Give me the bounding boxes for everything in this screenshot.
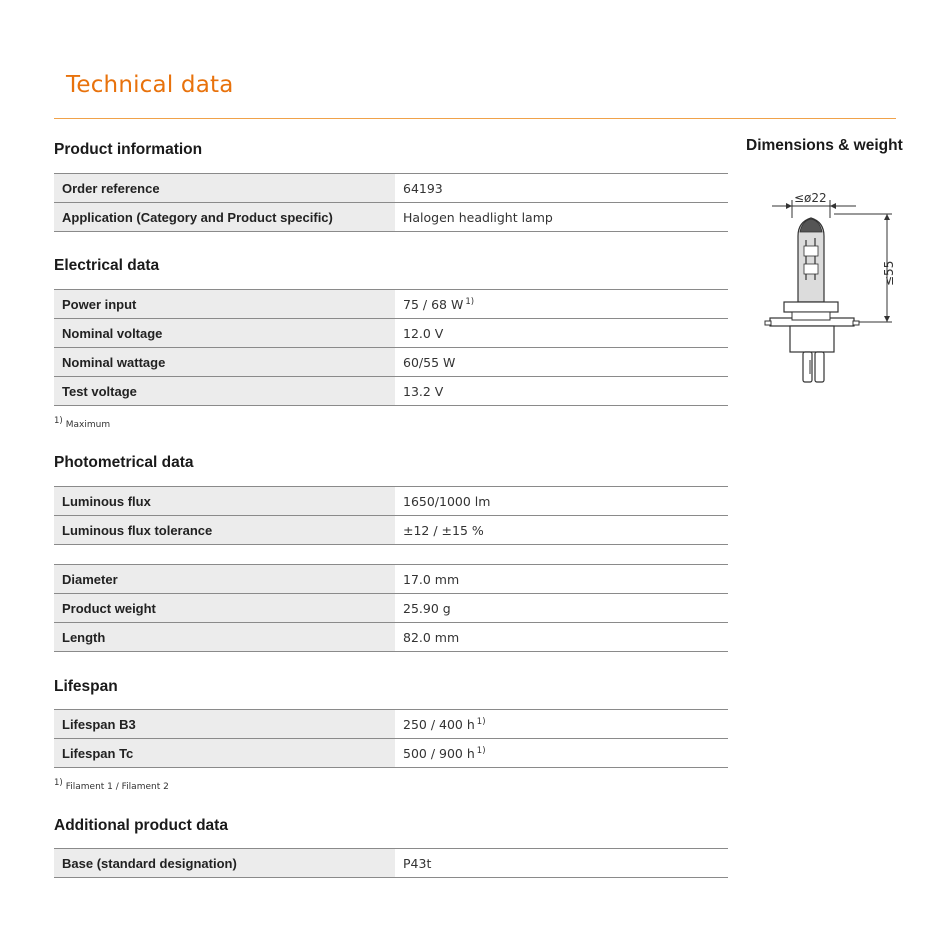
spec-label: Order reference xyxy=(54,174,395,203)
footnote-text: Maximum xyxy=(65,420,111,430)
spec-label: Product weight xyxy=(54,594,395,623)
spec-value xyxy=(395,623,728,652)
spec-label: Lifespan Tc xyxy=(54,739,395,768)
spec-value xyxy=(395,290,728,319)
filament-1 xyxy=(804,246,818,256)
arrow-bottom xyxy=(884,316,890,322)
table-row xyxy=(54,290,728,319)
spec-value-text: 17.0 mm xyxy=(403,571,460,587)
footnote-mark: 1) xyxy=(54,416,63,426)
spec-label: Test voltage xyxy=(54,377,395,406)
spec-label: Power input xyxy=(54,290,395,319)
footnote-marker: 1) xyxy=(476,745,486,756)
spec-value xyxy=(395,849,728,878)
table-row xyxy=(54,739,728,768)
spec-value-text: P43t xyxy=(403,855,432,871)
spec-label: Nominal voltage xyxy=(54,319,395,348)
spec-value-text: ±12 / ±15 % xyxy=(403,522,484,538)
bulb-cap xyxy=(800,219,822,232)
spec-label: Base (standard designation) xyxy=(54,849,395,878)
spec-value xyxy=(395,348,728,377)
title-divider xyxy=(54,118,896,119)
base-housing xyxy=(790,326,834,352)
table-row xyxy=(54,594,728,623)
terminal-pin-right xyxy=(815,352,824,382)
spec-label: Application (Category and Product specific) xyxy=(54,203,395,232)
spec-value-text: 25.90 g xyxy=(403,600,451,616)
table-row xyxy=(54,174,728,203)
table-row xyxy=(54,348,728,377)
photometrical-data-heading: Photometrical data xyxy=(54,454,194,471)
arrow-right xyxy=(830,203,836,209)
physical-data-table xyxy=(54,564,728,652)
photometrical-data-table xyxy=(54,486,728,545)
flange-collar xyxy=(784,302,838,312)
table-row xyxy=(54,849,728,878)
diameter-label: ≤ø22 xyxy=(794,191,827,205)
footnote-marker: 1) xyxy=(465,296,475,307)
arrow-top xyxy=(884,214,890,220)
spec-value-text: 250 / 400 h xyxy=(403,716,475,732)
footnote-mark: 1) xyxy=(54,778,63,788)
additional-product-data-heading: Additional product data xyxy=(54,817,228,834)
spec-value xyxy=(395,174,728,203)
spec-value xyxy=(395,710,728,739)
lamp-dimension-drawing xyxy=(762,188,912,393)
arrow-left xyxy=(786,203,792,209)
spec-value-text: Halogen headlight lamp xyxy=(403,209,553,225)
flange-tab-right xyxy=(853,321,859,325)
spec-label: Diameter xyxy=(54,565,395,594)
spec-value-text: 75 / 68 W xyxy=(403,296,464,312)
electrical-data-table xyxy=(54,289,728,406)
electrical-data-heading: Electrical data xyxy=(54,257,160,274)
dimensions-weight-heading: Dimensions & weight xyxy=(746,137,903,154)
page-title: Technical data xyxy=(66,72,234,98)
spec-value-text: 12.0 V xyxy=(403,325,444,341)
spec-value xyxy=(395,203,728,232)
spec-label: Nominal wattage xyxy=(54,348,395,377)
table-row xyxy=(54,516,728,545)
table-row xyxy=(54,623,728,652)
product-information-heading: Product information xyxy=(54,141,203,158)
table-row xyxy=(54,377,728,406)
table-row xyxy=(54,319,728,348)
table-row xyxy=(54,487,728,516)
table-row xyxy=(54,203,728,232)
spec-value xyxy=(395,594,728,623)
table-row xyxy=(54,565,728,594)
spec-value xyxy=(395,565,728,594)
spec-value-text: 1650/1000 lm xyxy=(403,493,491,509)
lifespan-table xyxy=(54,709,728,768)
spec-value-text: 60/55 W xyxy=(403,354,456,370)
spec-value-text: 64193 xyxy=(403,180,443,196)
spec-value xyxy=(395,319,728,348)
spec-value xyxy=(395,516,728,545)
footnote-text: Filament 1 / Filament 2 xyxy=(65,782,169,792)
height-label: ≤55 xyxy=(882,260,896,286)
filament-2 xyxy=(804,264,818,274)
spec-value-text: 82.0 mm xyxy=(403,629,460,645)
spec-label: Luminous flux tolerance xyxy=(54,516,395,545)
spec-value-text: 500 / 900 h xyxy=(403,745,475,761)
lifespan-footnote xyxy=(54,778,169,792)
product-information-table xyxy=(54,173,728,232)
table-row xyxy=(54,710,728,739)
flange-neck xyxy=(792,312,830,320)
flange-tab-left xyxy=(765,321,771,325)
spec-value-text: 13.2 V xyxy=(403,383,444,399)
spec-label: Length xyxy=(54,623,395,652)
spec-value xyxy=(395,487,728,516)
terminal-pin-left xyxy=(803,352,812,382)
lifespan-heading: Lifespan xyxy=(54,678,118,695)
footnote-marker: 1) xyxy=(476,716,486,727)
additional-product-data-table xyxy=(54,848,728,878)
spec-value xyxy=(395,377,728,406)
spec-label: Luminous flux xyxy=(54,487,395,516)
spec-label: Lifespan B3 xyxy=(54,710,395,739)
electrical-footnote xyxy=(54,416,110,430)
spec-value xyxy=(395,739,728,768)
